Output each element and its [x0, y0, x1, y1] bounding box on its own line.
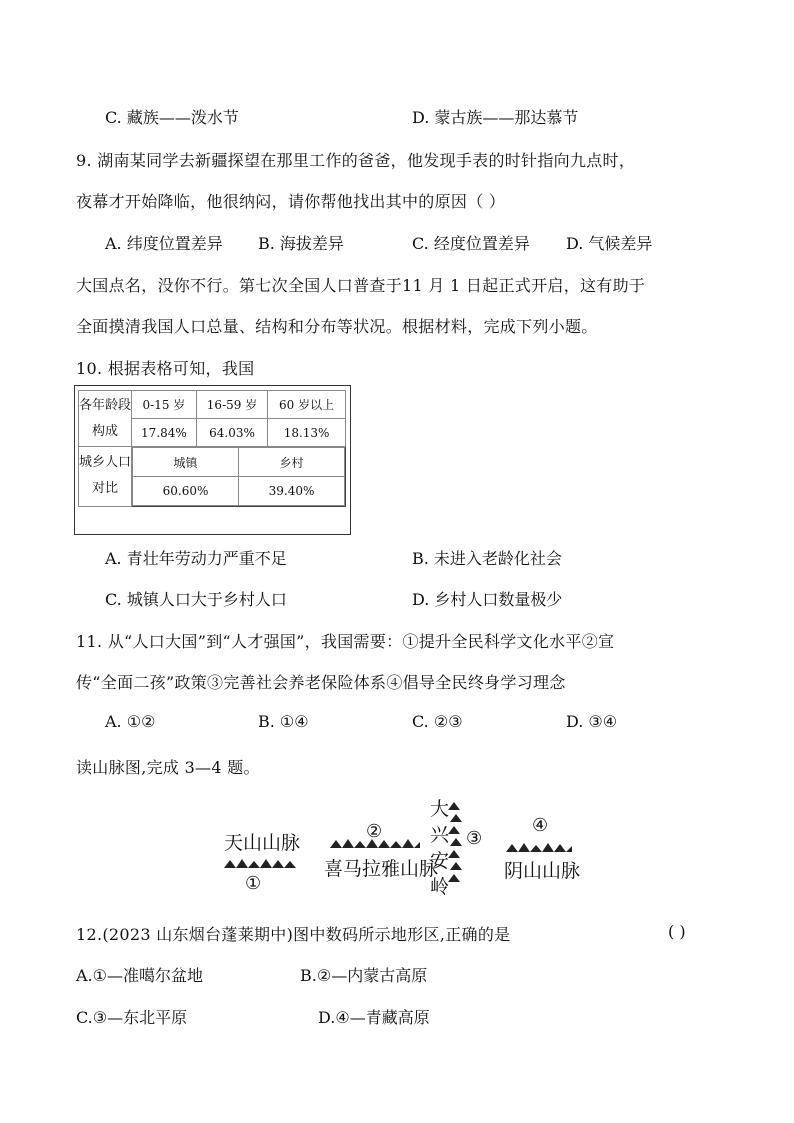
table-header-urban: 城镇: [133, 448, 239, 477]
q10-option-b: B. 未进入老龄化社会: [412, 549, 562, 568]
daxinganling-peaks-icon: [446, 800, 466, 890]
tianshan-peaks-icon: [224, 856, 296, 870]
q11-stem-line2: 传“全面二孩”政策③完善社会养老保险体系④倡导全民终身学习理念: [76, 673, 566, 692]
q12-option-d: D.④—青藏高原: [318, 1008, 430, 1027]
label-daxinganling-4: 岭: [430, 876, 450, 898]
label-daxinganling-3: 安: [430, 850, 450, 872]
q9-option-b: B. 海拔差异: [258, 234, 344, 253]
q9-option-d: D. 气候差异: [566, 234, 653, 253]
q10-option-a: A. 青壮年劳动力严重不足: [105, 549, 287, 568]
q11-option-a: A. ①②: [105, 712, 156, 731]
table-cell-age-60-plus: 18.13%: [268, 419, 346, 447]
table-header-rural: 乡村: [239, 448, 345, 477]
q9-option-c: C. 经度位置差异: [412, 234, 530, 253]
table-header-age-0-15: 0-15 岁: [132, 391, 197, 419]
table-header-age-60-plus: 60 岁以上: [268, 391, 346, 419]
q12-option-c: C.③—东北平原: [76, 1008, 188, 1027]
q10-option-d: D. 乡村人口数量极少: [412, 590, 563, 609]
q11-stem-line1: 11. 从“人口大国”到“人才强国”，我国需要：①提升全民科学文化水平②宣: [76, 632, 615, 651]
q12-stem: 12.(2023 山东烟台蓬莱期中)图中数码所示地形区,正确的是: [76, 925, 511, 944]
q11-option-d: D. ③④: [566, 712, 618, 731]
table-cell-age-0-15: 17.84%: [132, 419, 197, 447]
label-himalaya: 喜马拉雅山脉: [324, 858, 439, 880]
q8-option-d: D. 蒙古族——那达慕节: [412, 108, 579, 127]
passage-line2: 全面摸清我国人口总量、结构和分布等状况。根据材料，完成下列小题。: [76, 317, 598, 336]
q10-option-c: C. 城镇人口大于乡村人口: [105, 590, 287, 609]
label-yinshan: 阴山山脉: [504, 860, 581, 882]
population-table: [78, 390, 346, 507]
table-cell-rural: 39.40%: [239, 477, 345, 506]
label-daxinganling-1: 大: [430, 798, 450, 820]
number-3: ③: [466, 828, 483, 849]
table-cell-urban: 60.60%: [133, 477, 239, 506]
q9-stem-line1: 9. 湖南某同学去新疆探望在那里工作的爸爸，他发现手表的时针指向九点时，: [76, 151, 636, 170]
q12-answer-paren: ( ): [668, 922, 686, 941]
map-intro: 读山脉图,完成 3—4 题。: [76, 758, 260, 777]
yinshan-peaks-icon: [506, 840, 572, 854]
age-structure-label: 各年龄段构成: [79, 391, 132, 447]
table-cell-age-16-59: 64.03%: [196, 419, 267, 447]
passage-line1: 大国点名，没你不行。第七次全国人口普查于11 月 1 日起正式开启，这有助于: [76, 276, 646, 295]
q9-stem-line2: 夜幕才开始降临，他很纳闷，请你帮他找出其中的原因（ ）: [76, 192, 506, 211]
q12-option-b: B.②—内蒙古高原: [300, 966, 428, 985]
q12-option-a: A.①—准噶尔盆地: [76, 966, 203, 985]
himalaya-peaks-icon: [330, 836, 420, 850]
number-4: ④: [532, 815, 549, 836]
urban-rural-label: 城乡人口对比: [79, 447, 132, 507]
q10-stem: 10. 根据表格可知，我国: [76, 359, 255, 378]
number-1: ①: [245, 873, 262, 894]
q11-option-c: C. ②③: [412, 712, 463, 731]
label-daxinganling-2: 兴: [430, 824, 450, 846]
q8-option-c: C. 藏族——泼水节: [105, 108, 239, 127]
q9-option-a: A. 纬度位置差异: [105, 234, 223, 253]
label-tianshan: 天山山脉: [224, 832, 301, 854]
table-header-age-16-59: 16-59 岁: [196, 391, 267, 419]
number-2: ②: [366, 821, 383, 842]
q11-option-b: B. ①④: [258, 712, 309, 731]
